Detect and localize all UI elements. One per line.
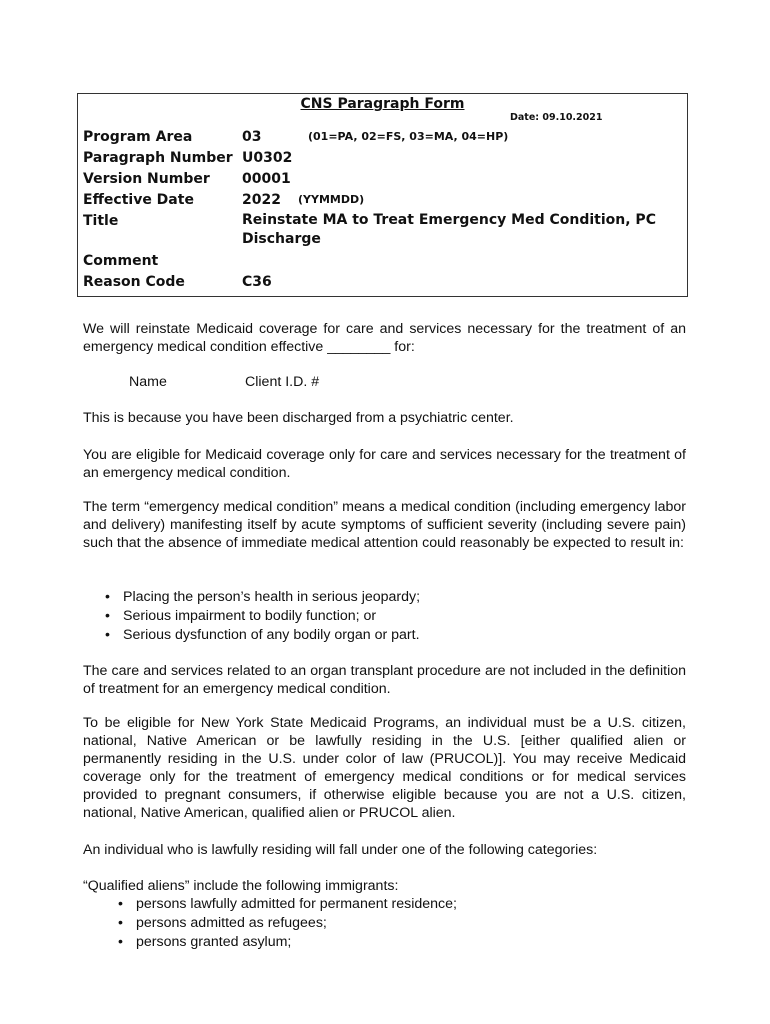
discharge-paragraph: This is because you have been discharged from a psychiatric center.: [83, 410, 514, 426]
version-number-label: Version Number: [83, 171, 210, 187]
program-area-value: 03: [242, 129, 262, 145]
reason-code-label: Reason Code: [83, 274, 185, 290]
list-item: • Serious dysfunction of any bodily organ or part.: [103, 626, 420, 645]
list-item: • persons lawfully admitted for permanent residence;: [116, 895, 457, 914]
paragraph-number-label: Paragraph Number: [83, 150, 233, 166]
consequences-list: [103, 588, 420, 645]
list-item: • Placing the person’s health in serious jeopardy;: [103, 588, 420, 607]
qualified-aliens-list: [116, 895, 457, 952]
name-label: Name: [129, 374, 167, 390]
organ-transplant-paragraph: The care and services related to an organ transplant procedure are not included in the definition of treatment for an emergency medical condition.: [83, 663, 686, 697]
effective-date-label: Effective Date: [83, 192, 194, 208]
citizenship-paragraph: To be eligible for New York State Medicaid Programs, an individual must be a U.S. citizen, national, Native American or be lawfully residing in the U.S. [either qualified alien or permanently residing in the U.S. under color of law (PRUCOL)]. You may receive Medicaid coverage only for the treatment of emergency medical conditions or for medical services provided to pregnant consumers, if otherwise eligible because you are not a U.S. citizen, national, Native American, qualified alien or PRUCOL alien.: [83, 715, 686, 821]
list-item: • persons granted asylum;: [116, 933, 457, 952]
program-area-hint: (01=PA, 02=FS, 03=MA, 04=HP): [308, 130, 509, 143]
title-value: Reinstate MA to Treat Emergency Med Condition, PC Discharge: [242, 212, 656, 247]
program-area-label: Program Area: [83, 129, 193, 145]
qualified-aliens-intro: “Qualified aliens” include the following immigrants:: [83, 878, 399, 894]
paragraph-number-value: U0302: [242, 150, 293, 166]
list-item: • Serious impairment to bodily function; or: [103, 607, 420, 626]
form-title: CNS Paragraph Form: [300, 96, 465, 112]
list-item: • persons admitted as refugees;: [116, 914, 457, 933]
effective-date-value: 2022: [242, 192, 281, 208]
version-number-value: 00001: [242, 171, 291, 187]
comment-label: Comment: [83, 253, 159, 269]
effective-date-hint: (YYMMDD): [298, 193, 365, 206]
emergency-definition-paragraph: The term “emergency medical condition” means a medical condition (including emergency labor and delivery) manifesting itself by acute symptoms of sufficient severity (including severe pain) such that the absence of immediate medical attention could reasonably be expected to result in:: [83, 499, 686, 551]
title-label: Title: [83, 213, 119, 229]
form-date: Date: 09.10.2021: [510, 112, 603, 123]
lawfully-residing-paragraph: An individual who is lawfully residing will fall under one of the following categories:: [83, 842, 598, 858]
reason-code-value: C36: [242, 274, 272, 290]
eligibility-paragraph: You are eligible for Medicaid coverage only for care and services necessary for the treatment of an emergency medical condition.: [83, 447, 686, 481]
reinstate-paragraph: We will reinstate Medicaid coverage for care and services necessary for the treatment of an emergency medical condition effective ________ for:: [83, 321, 686, 355]
form-header-box: [77, 93, 688, 297]
client-id-label: Client I.D. #: [245, 374, 320, 390]
